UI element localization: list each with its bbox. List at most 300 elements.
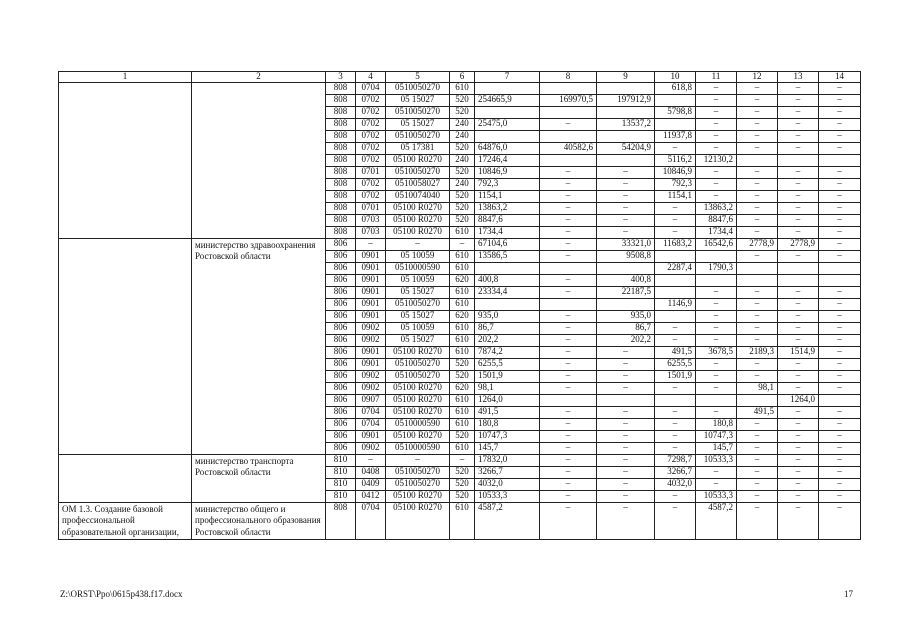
data-cell: 0901 [356, 251, 386, 263]
data-cell [737, 155, 778, 167]
data-cell: – [450, 455, 475, 467]
data-cell: – [737, 191, 778, 203]
data-cell [655, 275, 696, 287]
table-row [59, 83, 861, 95]
header-cell: 7 [475, 72, 540, 83]
data-cell: – [819, 179, 861, 191]
data-cell [737, 263, 778, 275]
data-cell [475, 131, 540, 143]
data-cell: 54204,9 [597, 143, 655, 155]
data-cell: 0902 [356, 323, 386, 335]
data-cell: – [696, 311, 737, 323]
data-cell: – [696, 83, 737, 95]
data-cell: – [778, 131, 819, 143]
data-cell: – [737, 287, 778, 299]
data-cell: 806 [326, 299, 356, 311]
data-cell: 806 [326, 335, 356, 347]
data-cell: – [778, 119, 819, 131]
data-cell: – [696, 467, 737, 479]
data-cell: 0702 [356, 95, 386, 107]
data-cell: 2287,4 [655, 263, 696, 275]
data-cell: – [819, 359, 861, 371]
data-cell: 520 [450, 167, 475, 179]
data-cell: 5116,2 [655, 155, 696, 167]
data-cell: – [737, 107, 778, 119]
data-cell: 8847,6 [475, 215, 540, 227]
data-cell: – [597, 491, 655, 503]
data-cell: – [540, 491, 597, 503]
data-cell [597, 131, 655, 143]
data-cell: – [819, 491, 861, 503]
data-cell: 67104,6 [475, 239, 540, 251]
data-cell: 520 [450, 371, 475, 383]
data-cell: 8847,6 [696, 215, 737, 227]
data-cell [655, 395, 696, 407]
data-cell: – [737, 323, 778, 335]
data-cell: 0510000590 [386, 443, 450, 455]
data-cell: – [655, 335, 696, 347]
table-row [59, 239, 861, 251]
data-cell: 1734,4 [475, 227, 540, 239]
executor-cell: министерство общего и профессионального образования Ростовской области [192, 503, 326, 540]
data-cell: 240 [450, 119, 475, 131]
data-cell: – [778, 107, 819, 119]
data-cell: – [819, 119, 861, 131]
data-cell: – [737, 371, 778, 383]
data-cell: – [540, 287, 597, 299]
data-cell: – [356, 239, 386, 251]
data-cell: – [540, 191, 597, 203]
data-cell: 0510050270 [386, 359, 450, 371]
data-cell: – [737, 467, 778, 479]
data-cell: 935,0 [475, 311, 540, 323]
data-cell: 808 [326, 503, 356, 540]
data-cell: 1501,9 [475, 371, 540, 383]
data-cell: 0901 [356, 431, 386, 443]
data-cell: 0510050270 [386, 479, 450, 491]
data-cell: – [737, 143, 778, 155]
data-cell: – [819, 83, 861, 95]
data-cell: 792,3 [655, 179, 696, 191]
data-cell: – [540, 275, 597, 287]
data-cell: – [540, 455, 597, 467]
data-cell: – [778, 359, 819, 371]
data-cell: 520 [450, 215, 475, 227]
data-cell: 10747,3 [475, 431, 540, 443]
data-cell: 05 15027 [386, 95, 450, 107]
data-cell: 3266,7 [655, 467, 696, 479]
data-cell: 10846,9 [475, 167, 540, 179]
data-cell: 0901 [356, 359, 386, 371]
header-cell: 6 [450, 72, 475, 83]
data-cell: – [597, 215, 655, 227]
data-cell: – [696, 179, 737, 191]
data-cell: 11937,8 [655, 131, 696, 143]
data-cell: 808 [326, 215, 356, 227]
data-cell: – [696, 479, 737, 491]
data-cell: 806 [326, 431, 356, 443]
data-cell: 0702 [356, 191, 386, 203]
data-cell: 05100 R0270 [386, 431, 450, 443]
data-cell: 610 [450, 503, 475, 540]
data-cell: – [540, 371, 597, 383]
data-cell: 806 [326, 323, 356, 335]
data-cell [540, 107, 597, 119]
data-cell: – [819, 143, 861, 155]
data-cell: 808 [326, 131, 356, 143]
data-cell: – [737, 179, 778, 191]
data-cell: 05100 R0270 [386, 347, 450, 359]
data-cell [475, 83, 540, 95]
data-cell: – [696, 143, 737, 155]
data-cell: 0702 [356, 143, 386, 155]
header-cell: 1 [59, 72, 192, 83]
header-cell: 5 [386, 72, 450, 83]
data-cell: 0510050270 [386, 299, 450, 311]
data-cell: 0902 [356, 443, 386, 455]
data-cell: 520 [450, 491, 475, 503]
data-cell: 806 [326, 395, 356, 407]
data-cell: 806 [326, 263, 356, 275]
data-cell [540, 263, 597, 275]
data-cell: – [540, 383, 597, 395]
data-cell: – [737, 95, 778, 107]
data-cell [819, 263, 861, 275]
data-cell: – [597, 347, 655, 359]
data-cell: 6255,5 [475, 359, 540, 371]
data-cell: – [386, 239, 450, 251]
data-cell [655, 311, 696, 323]
data-cell: 0704 [356, 419, 386, 431]
data-cell: 0901 [356, 311, 386, 323]
data-cell: 40582,6 [540, 143, 597, 155]
data-cell [540, 395, 597, 407]
data-cell: 2778,9 [737, 239, 778, 251]
data-cell: 4032,0 [655, 479, 696, 491]
data-cell: – [778, 167, 819, 179]
data-cell: 806 [326, 407, 356, 419]
data-cell: – [597, 191, 655, 203]
data-cell: – [597, 371, 655, 383]
data-cell: – [737, 215, 778, 227]
data-cell: – [737, 455, 778, 467]
data-cell: 05 15027 [386, 335, 450, 347]
data-cell: – [819, 347, 861, 359]
data-cell: – [819, 287, 861, 299]
data-cell: 792,3 [475, 179, 540, 191]
data-cell: 145,7 [475, 443, 540, 455]
data-cell: 806 [326, 371, 356, 383]
data-cell: 808 [326, 143, 356, 155]
data-cell: 0907 [356, 395, 386, 407]
data-cell: 13537,2 [597, 119, 655, 131]
program-cell [59, 455, 192, 503]
data-cell: – [540, 215, 597, 227]
data-cell: – [540, 239, 597, 251]
data-cell: 0510000590 [386, 419, 450, 431]
data-cell: – [597, 455, 655, 467]
data-cell [597, 107, 655, 119]
page-number: 17 [844, 589, 853, 599]
data-cell: 1264,0 [475, 395, 540, 407]
data-cell: – [819, 467, 861, 479]
data-cell: 810 [326, 467, 356, 479]
data-cell: – [540, 335, 597, 347]
header-cell: 4 [356, 72, 386, 83]
data-cell: 0510050270 [386, 167, 450, 179]
data-cell [655, 95, 696, 107]
data-cell: – [540, 467, 597, 479]
data-cell: 935,0 [597, 311, 655, 323]
data-cell: – [819, 251, 861, 263]
data-cell: – [778, 203, 819, 215]
data-cell: – [819, 443, 861, 455]
data-cell: – [819, 227, 861, 239]
data-cell: – [540, 347, 597, 359]
data-cell [819, 395, 861, 407]
data-cell: – [819, 371, 861, 383]
data-cell: 808 [326, 167, 356, 179]
data-cell: 806 [326, 359, 356, 371]
data-cell: 05 10059 [386, 323, 450, 335]
data-cell: 05100 R0270 [386, 227, 450, 239]
data-cell: 610 [450, 263, 475, 275]
data-cell: 05100 R0270 [386, 395, 450, 407]
data-cell: – [778, 443, 819, 455]
data-cell: 610 [450, 443, 475, 455]
data-cell: 0704 [356, 83, 386, 95]
data-cell: – [778, 191, 819, 203]
data-cell [696, 251, 737, 263]
data-cell: 806 [326, 347, 356, 359]
data-cell: 05 15027 [386, 311, 450, 323]
data-cell: 520 [450, 359, 475, 371]
data-cell: 0412 [356, 491, 386, 503]
budget-table [58, 71, 861, 540]
data-cell: 240 [450, 155, 475, 167]
data-cell: – [450, 239, 475, 251]
data-cell: 491,5 [655, 347, 696, 359]
data-cell: 0510050270 [386, 467, 450, 479]
data-cell: 17246,4 [475, 155, 540, 167]
data-cell: 9508,8 [597, 251, 655, 263]
data-cell [778, 275, 819, 287]
data-cell: – [819, 167, 861, 179]
data-cell: 0902 [356, 371, 386, 383]
data-cell: – [819, 407, 861, 419]
data-cell: 0902 [356, 383, 386, 395]
header-cell: 10 [655, 72, 696, 83]
data-cell: 0901 [356, 347, 386, 359]
data-cell: – [819, 239, 861, 251]
data-cell: 610 [450, 395, 475, 407]
data-cell: – [597, 503, 655, 540]
data-cell: 0902 [356, 335, 386, 347]
data-cell: – [737, 479, 778, 491]
data-cell: 1514,9 [778, 347, 819, 359]
data-cell: 520 [450, 95, 475, 107]
data-cell [737, 395, 778, 407]
data-cell: 808 [326, 179, 356, 191]
data-cell [655, 251, 696, 263]
data-cell: – [597, 479, 655, 491]
data-cell: – [778, 311, 819, 323]
data-cell: 240 [450, 179, 475, 191]
data-cell: 3266,7 [475, 467, 540, 479]
data-cell: – [540, 479, 597, 491]
data-cell: 808 [326, 95, 356, 107]
data-cell: – [655, 419, 696, 431]
data-cell: – [778, 335, 819, 347]
data-cell: – [737, 299, 778, 311]
data-cell: 13863,2 [475, 203, 540, 215]
data-cell: – [540, 251, 597, 263]
data-cell: 610 [450, 347, 475, 359]
data-cell: – [540, 503, 597, 540]
data-cell: – [540, 407, 597, 419]
data-cell: 13586,5 [475, 251, 540, 263]
data-cell: 05 10059 [386, 251, 450, 263]
data-cell: 05100 R0270 [386, 203, 450, 215]
data-cell: 620 [450, 311, 475, 323]
data-cell: – [655, 431, 696, 443]
data-cell: 1264,0 [778, 395, 819, 407]
header-row [59, 72, 861, 83]
data-cell: 806 [326, 443, 356, 455]
data-cell: – [819, 431, 861, 443]
data-cell: 810 [326, 479, 356, 491]
data-cell: 1734,4 [696, 227, 737, 239]
data-cell: 610 [450, 287, 475, 299]
data-cell: 610 [450, 251, 475, 263]
data-cell [540, 83, 597, 95]
data-cell: 05100 R0270 [386, 215, 450, 227]
table-row [59, 455, 861, 467]
data-cell: – [696, 131, 737, 143]
data-cell: – [819, 299, 861, 311]
data-cell: 33321,0 [597, 239, 655, 251]
program-cell [59, 239, 192, 455]
data-cell: 520 [450, 479, 475, 491]
data-cell: – [540, 443, 597, 455]
data-cell: 169970,5 [540, 95, 597, 107]
data-cell: – [655, 383, 696, 395]
data-cell: 3678,5 [696, 347, 737, 359]
data-cell: – [737, 227, 778, 239]
data-cell: 0510050270 [386, 107, 450, 119]
data-cell: – [386, 455, 450, 467]
data-cell: 11683,2 [655, 239, 696, 251]
data-cell [819, 155, 861, 167]
data-cell [655, 287, 696, 299]
file-path: Z:\ORST\Ppo\0615p438.f17.docx [60, 589, 183, 599]
data-cell: – [655, 323, 696, 335]
data-cell: – [819, 335, 861, 347]
data-cell: – [737, 359, 778, 371]
data-cell: – [778, 143, 819, 155]
data-cell [475, 299, 540, 311]
data-cell: 2778,9 [778, 239, 819, 251]
data-cell: – [597, 167, 655, 179]
data-cell: – [778, 491, 819, 503]
data-cell: 05 15027 [386, 287, 450, 299]
data-cell: – [655, 443, 696, 455]
data-cell: 10747,3 [696, 431, 737, 443]
data-cell: – [778, 371, 819, 383]
data-cell: 808 [326, 227, 356, 239]
data-cell: 0701 [356, 203, 386, 215]
data-cell: – [597, 359, 655, 371]
data-cell: – [778, 251, 819, 263]
data-cell: – [778, 215, 819, 227]
data-cell: 610 [450, 323, 475, 335]
data-cell: – [778, 287, 819, 299]
data-cell: – [778, 383, 819, 395]
header-cell: 3 [326, 72, 356, 83]
data-cell [540, 155, 597, 167]
data-cell: – [597, 431, 655, 443]
data-cell: 23334,4 [475, 287, 540, 299]
data-cell: 0703 [356, 215, 386, 227]
data-cell: 520 [450, 107, 475, 119]
data-cell: – [819, 191, 861, 203]
data-cell: 10533,3 [696, 455, 737, 467]
header-cell: 12 [737, 72, 778, 83]
data-cell: 0510058027 [386, 179, 450, 191]
data-cell: – [655, 407, 696, 419]
data-cell: 1790,3 [696, 263, 737, 275]
data-cell: – [597, 179, 655, 191]
data-cell [540, 299, 597, 311]
table-body [59, 83, 861, 540]
data-cell: 7298,7 [655, 455, 696, 467]
data-cell: 1154,1 [655, 191, 696, 203]
header-cell: 8 [540, 72, 597, 83]
data-cell: 808 [326, 155, 356, 167]
data-cell: – [540, 119, 597, 131]
data-cell: 0702 [356, 119, 386, 131]
data-cell [597, 263, 655, 275]
data-cell: 810 [326, 455, 356, 467]
data-cell: 0901 [356, 263, 386, 275]
data-cell: 240 [450, 131, 475, 143]
data-cell: 13863,2 [696, 203, 737, 215]
data-cell: 610 [450, 335, 475, 347]
data-cell: 2189,3 [737, 347, 778, 359]
data-cell: – [696, 107, 737, 119]
data-cell: 1146,9 [655, 299, 696, 311]
data-cell: 0901 [356, 299, 386, 311]
data-cell [597, 395, 655, 407]
data-cell: – [696, 191, 737, 203]
data-cell: 6255,5 [655, 359, 696, 371]
data-cell: 10533,3 [475, 491, 540, 503]
data-cell: – [778, 323, 819, 335]
table-header [59, 72, 861, 83]
data-cell: 86,7 [475, 323, 540, 335]
data-cell: 05 17381 [386, 143, 450, 155]
data-cell [475, 263, 540, 275]
data-cell: 806 [326, 275, 356, 287]
data-cell: 520 [450, 203, 475, 215]
data-cell: 4032,0 [475, 479, 540, 491]
data-cell: 197912,9 [597, 95, 655, 107]
data-cell [778, 263, 819, 275]
data-cell: – [540, 323, 597, 335]
data-cell: 806 [326, 419, 356, 431]
data-cell: 0704 [356, 407, 386, 419]
data-cell: – [540, 227, 597, 239]
